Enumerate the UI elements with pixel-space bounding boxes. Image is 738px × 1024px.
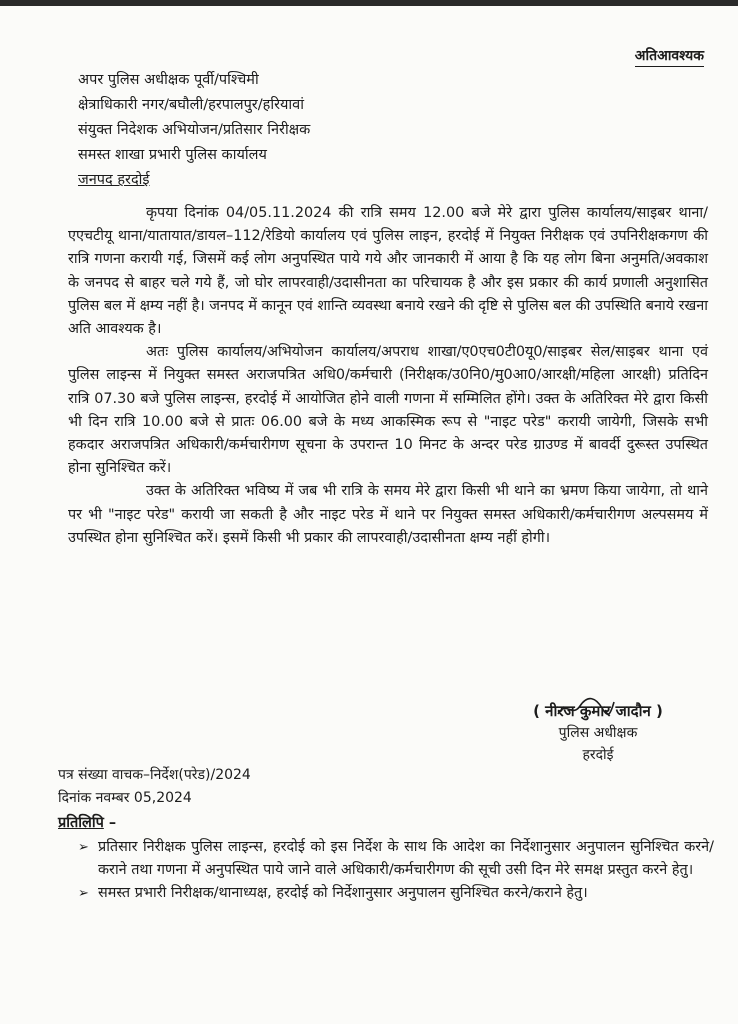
copy-item-text: प्रतिसार निरीक्षक पुलिस लाइन्स, हरदोई को इस निर्देश के साथ कि आदेश का निर्देशानुसार अनुपालन सुनिश्चित करने/कराने तथा गणना में अनुपस्थित पाये जाने वाले अधिकारी/कर्मचारीगण की सूची उसी दिन मेरे समक्ष प्रस्तुत करने हेतु। xyxy=(98,839,714,878)
copy-heading-text: प्रतिलिपि xyxy=(58,815,104,831)
copy-item xyxy=(78,882,714,905)
addressee-line: अपर पुलिस अधीक्षक पूर्वी/पश्चिमी xyxy=(78,72,259,88)
arrow-bullet-icon: ➢ xyxy=(78,840,89,855)
copy-item xyxy=(78,836,714,882)
signature-block xyxy=(488,700,708,766)
arrow-bullet-icon: ➢ xyxy=(78,886,89,901)
addressee-line: समस्त शाखा प्रभारी पुलिस कार्यालय xyxy=(78,147,267,163)
letter-reference xyxy=(58,764,251,810)
addressee-line: क्षेत्राधिकारी नगर/बघौली/हरपालपुर/हरियावां xyxy=(78,97,304,113)
signatory-place: हरदोई xyxy=(582,747,614,763)
copy-heading xyxy=(58,812,116,832)
copy-item-text: समस्त प्रभारी निरीक्षक/थानाध्यक्ष, हरदोई को निर्देशानुसार अनुपालन सुनिश्चित करने/कराने हेतु। xyxy=(98,885,588,901)
addressee-block xyxy=(78,68,638,193)
signatory-designation: पुलिस अधीक्षक xyxy=(558,725,638,741)
letter-date: दिनांक नवम्बर 05,2024 xyxy=(58,790,192,806)
body-paragraph: अतः पुलिस कार्यालय/अभियोजन कार्यालय/अपराध शाखा/ए0एच0टी0यू0/साइबर सेल/साइबर थाना एवं पुलिस लाइन्स में नियुक्त समस्त अराजपत्रित अधि0/कर्मचारी (निरीक्षक/उ0नि0/मु0आ0/आरक्षी/महिला आरक्षी) प्रतिदिन रात्रि 07.30 बजे पुलिस लाइन्स, हरदोई में आयोजित होने वाली गणना में सम्मिलित होंगे। उक्त के अतिरिक्त मेरे द्वारा किसी भी दिन रात्रि 10.00 बजे से प्रातः 06.00 बजे के मध्य आकस्मिक रूप से "नाइट परेड" करायी जायेगी, जिसके सभी हकदार अराजपत्रित अधिकारी/कर्मचारीगण सूचना के उपरान्त 10 मिनट के अन्दर परेड ग्राउण्ड में बावर्दी दुरूस्त उपस्थित होना सुनिश्चित करें। xyxy=(68,344,708,477)
copy-list xyxy=(78,836,714,905)
letter-page xyxy=(0,6,738,1024)
addressee-line: संयुक्त निदेशक अभियोजन/प्रतिसार निरीक्षक xyxy=(78,122,311,138)
letter-body xyxy=(68,202,708,550)
copy-heading-dash: – xyxy=(103,815,117,831)
urgent-label: अतिआवश्यक xyxy=(635,46,704,67)
district-line: जनपद हरदोई xyxy=(78,172,150,188)
body-paragraph: उक्त के अतिरिक्त भविष्य में जब भी रात्रि के समय मेरे द्वारा किसी भी थाने का भ्रमण किया जायेगा, तो थाने पर भी "नाइट परेड" करायी जा सकती है और नाइट परेड में थाने पर नियुक्त समस्त अधिकारी/कर्मचारीगण अल्पसमय में उपस्थित होना सुनिश्चित करें। इसमें किसी भी प्रकार की लापरवाही/उदासीनता क्षम्य नहीं होगी। xyxy=(68,483,708,546)
signatory-name: ( नीरज कुमार जादौन ) xyxy=(533,702,663,720)
letter-number: पत्र संख्या वाचक–निर्देश(परेड)/2024 xyxy=(58,767,251,783)
body-paragraph: कृपया दिनांक 04/05.11.2024 की रात्रि समय 12.00 बजे मेरे द्वारा पुलिस कार्यालय/साइबर थाना/एएचटीयू थाना/यातायात/डायल–112/रेडियो कार्यालय एवं पुलिस लाइन, हरदोई में नियुक्त निरीक्षक एवं उपनिरीक्षकगण की रात्रि गणना करायी गई, जिसमें कई लोग अनुपस्थित पाये गये और जानकारी में आया है कि यह लोग बिना अनुमति/अवकाश के जनपद से बाहर चले गये हैं, जो घोर लापरवाही/उदासीनता का परिचायक है और इस प्रकार की कार्य प्रणाली अनुशासित पुलिस बल में क्षम्य नहीं है। जनपद में कानून एवं शान्ति व्यवस्था बनाये रखने की दृष्टि से पुलिस बल की उपस्थिति बनाये रखना अति आवश्यक है। xyxy=(68,205,708,338)
